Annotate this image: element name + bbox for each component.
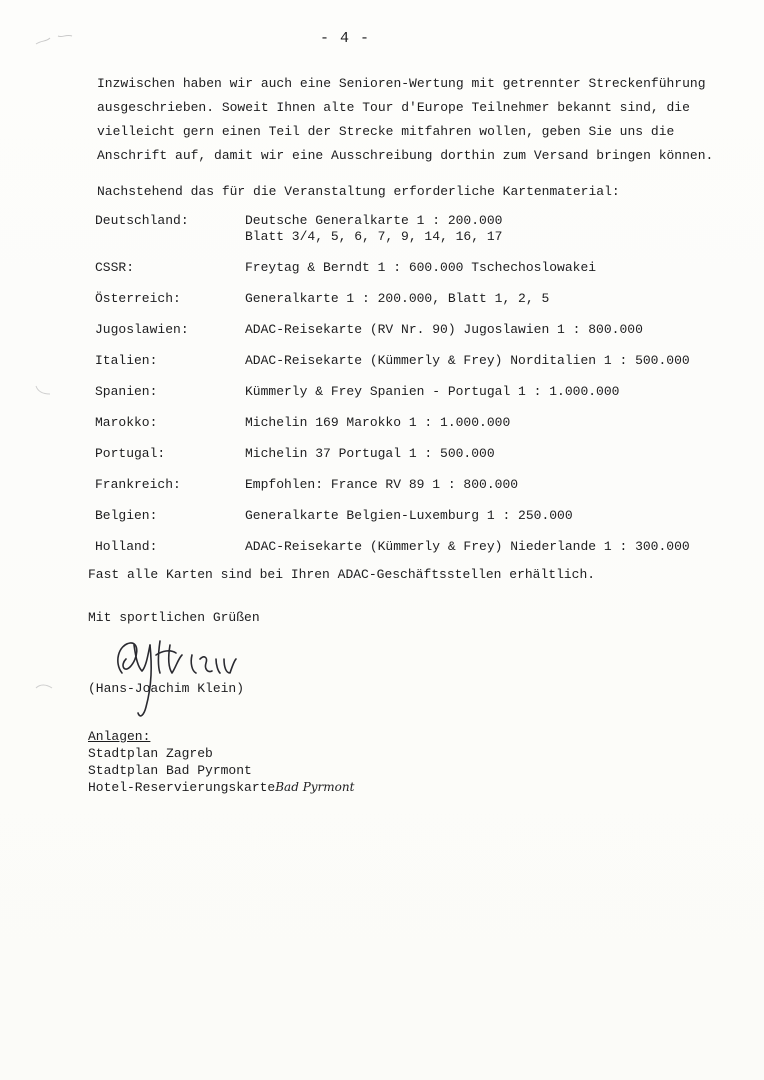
country-label: Österreich: (95, 291, 181, 306)
map-line: Deutsche Generalkarte 1 : 200.000 (245, 213, 503, 228)
map-line: Kümmerly & Frey Spanien - Portugal 1 : 1.000.000 (245, 384, 620, 399)
country-label: Jugoslawien: (95, 322, 189, 337)
intro-line: Inzwischen haben wir auch eine Senioren-Wertung mit getrennter Streckenführung (97, 76, 706, 91)
attachment-item-hotel (88, 779, 354, 796)
map-line: Michelin 37 Portugal 1 : 500.000 (245, 446, 495, 461)
map-description (245, 415, 510, 431)
intro-line: Anschrift auf, damit wir eine Ausschreibung dorthin zum Versand bringen können. (97, 148, 714, 163)
map-row-holland (95, 539, 735, 555)
map-line: ADAC-Reisekarte (RV Nr. 90) Jugoslawien 1 : 800.000 (245, 322, 643, 337)
map-list-intro: Nachstehend das für die Veranstaltung erforderliche Kartenmaterial: (97, 184, 620, 199)
map-row-jugoslawien (95, 322, 735, 338)
attachment-item-text: Hotel-Reservierungskarte (88, 780, 276, 795)
country-label: Spanien: (95, 384, 158, 399)
map-description (245, 322, 643, 338)
country-label: Holland: (95, 539, 158, 554)
intro-paragraph (97, 72, 737, 168)
map-list (95, 213, 735, 570)
map-line: Generalkarte Belgien-Luxemburg 1 : 250.000 (245, 508, 573, 523)
handwritten-annotation: Bad Pyrmont (275, 780, 355, 794)
attachments-title: Anlagen: (88, 729, 151, 744)
map-line: ADAC-Reisekarte (Kümmerly & Frey) Norditalien 1 : 500.000 (245, 353, 690, 368)
map-line: Empfohlen: France RV 89 1 : 800.000 (245, 477, 519, 492)
map-row-belgien (95, 508, 735, 524)
map-line: Michelin 169 Marokko 1 : 1.000.000 (245, 415, 511, 430)
country-label: Italien: (95, 353, 158, 368)
country-label: Marokko: (95, 415, 158, 430)
country-label: Deutschland: (95, 213, 189, 228)
map-description (245, 353, 690, 369)
map-description (245, 260, 596, 276)
map-row-italien (95, 353, 735, 369)
greeting: Mit sportlichen Grüßen (88, 610, 260, 625)
country-label: Frankreich: (95, 477, 181, 492)
map-line: Freytag & Berndt 1 : 600.000 Tschechoslowakei (245, 260, 597, 275)
scan-mark-top-left (34, 30, 84, 50)
map-description (245, 539, 690, 555)
map-row-oesterreich (95, 291, 735, 307)
handwritten-signature (100, 615, 260, 725)
map-row-deutschland (95, 213, 735, 245)
map-description (245, 446, 495, 462)
country-label: CSSR: (95, 260, 135, 275)
map-description (245, 384, 619, 400)
map-row-cssr (95, 260, 735, 276)
map-line: Generalkarte 1 : 200.000, Blatt 1, 2, 5 (245, 291, 550, 306)
map-description (245, 477, 518, 493)
map-row-marokko (95, 415, 735, 431)
closing-sentence: Fast alle Karten sind bei Ihren ADAC-Geschäftsstellen erhältlich. (88, 567, 596, 582)
attachment-item: Stadtplan Bad Pyrmont (88, 763, 252, 778)
map-row-portugal (95, 446, 735, 462)
map-description (245, 213, 502, 245)
intro-line: vielleicht gern einen Teil der Strecke mitfahren wollen, geben Sie uns die (97, 124, 675, 139)
map-description (245, 291, 549, 307)
attachments (88, 728, 354, 796)
scan-mark-left-lower (34, 680, 56, 694)
map-line: Blatt 3/4, 5, 6, 7, 9, 14, 16, 17 (245, 229, 503, 244)
country-label: Belgien: (95, 508, 158, 523)
map-row-spanien (95, 384, 735, 400)
country-label: Portugal: (95, 446, 166, 461)
map-line: ADAC-Reisekarte (Kümmerly & Frey) Niederlande 1 : 300.000 (245, 539, 690, 554)
scan-mark-left (34, 384, 54, 398)
signer-name: (Hans-Joachim Klein) (88, 681, 245, 696)
intro-line: ausgeschrieben. Soweit Ihnen alte Tour d'Europe Teilnehmer bekannt sind, die (97, 100, 690, 115)
attachment-item: Stadtplan Zagreb (88, 746, 213, 761)
map-row-frankreich (95, 477, 735, 493)
page-number: - 4 - (320, 30, 371, 47)
map-description (245, 508, 573, 524)
